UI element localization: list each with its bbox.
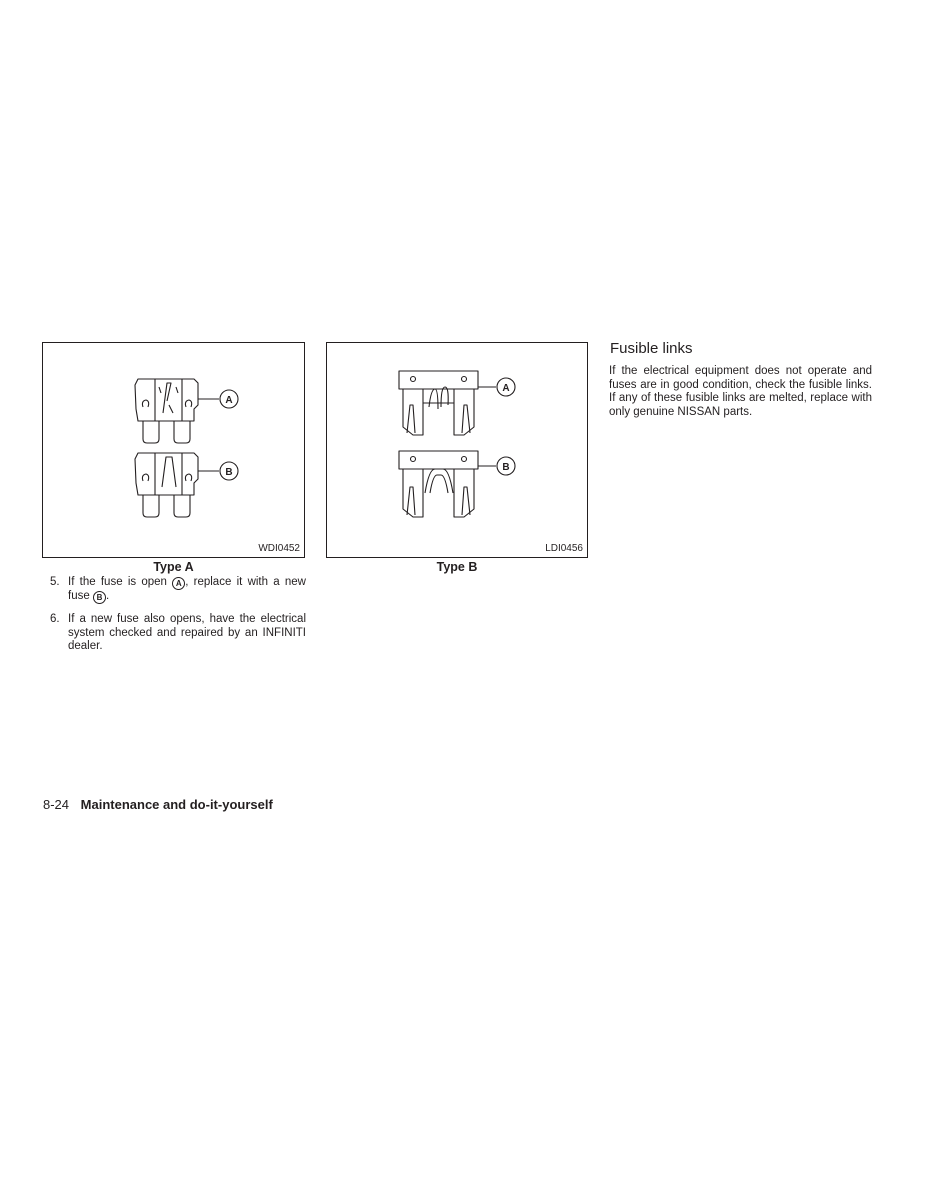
step-text: If the fuse is open xyxy=(68,576,167,588)
page-footer xyxy=(43,797,273,813)
fuse-type-b-illustration xyxy=(327,343,587,557)
figure-type-b xyxy=(326,342,588,558)
page-number: 8-24 xyxy=(43,797,70,812)
section-paragraph: If the electrical equipment does not operate and fuses are in good condition, check the fusible links. If any of these fusible links are melted, replace with only genuine NISSAN parts. xyxy=(609,365,872,418)
figure-code: LDI0456 xyxy=(545,543,583,554)
section-heading: Fusible links xyxy=(610,340,693,357)
fuse-b-good-drawing xyxy=(399,451,478,517)
step-number: 5. xyxy=(50,576,60,588)
step-text: , replace it with a new fuse xyxy=(68,576,306,602)
fuse-a-open-drawing xyxy=(399,371,478,435)
callout-a-marker: A xyxy=(172,577,185,590)
fuse-b-good-drawing xyxy=(135,453,198,517)
fuse-a-open-drawing xyxy=(135,379,198,443)
step-5 xyxy=(50,576,306,604)
callout-b-label: B xyxy=(225,467,233,478)
figure-caption: Type B xyxy=(436,560,478,574)
instruction-steps xyxy=(50,576,306,663)
step-6 xyxy=(50,613,306,654)
step-text: . xyxy=(105,590,110,602)
callout-a-label: A xyxy=(225,395,233,406)
callout-a-label: A xyxy=(502,383,510,394)
step-number: 6. xyxy=(50,613,60,625)
step-text: If a new fuse also opens, have the electrical system checked and repaired by an INFINITI dealer. xyxy=(68,613,306,652)
figure-caption: Type A xyxy=(153,560,194,574)
fuse-type-a-illustration xyxy=(43,343,304,557)
chapter-title: Maintenance and do-it-yourself xyxy=(80,797,273,812)
figure-code: WDI0452 xyxy=(258,543,300,554)
figure-type-a xyxy=(42,342,305,558)
callout-b-marker: B xyxy=(93,591,106,604)
callout-b-label: B xyxy=(502,462,510,473)
